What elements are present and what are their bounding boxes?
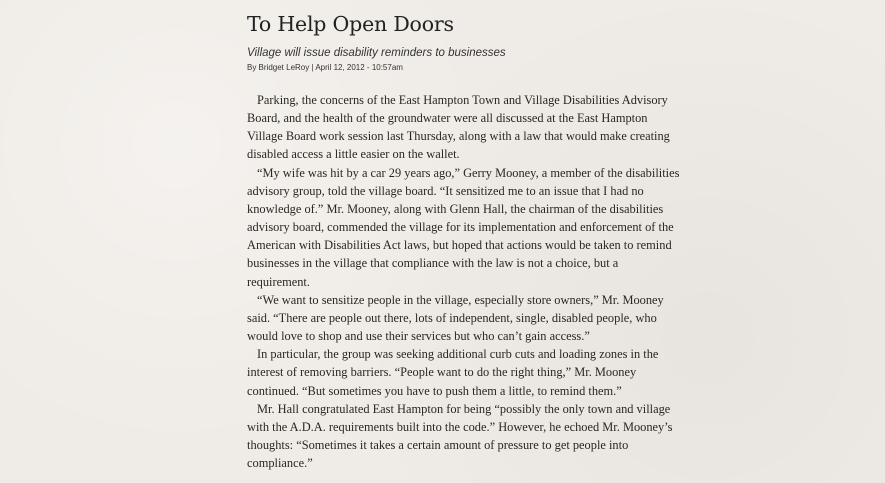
paragraph-line: disabled access a little easier on the wallet.: [247, 147, 460, 162]
paragraph-line: interest of removing barriers. “People want to do the right thing,” Mr. Mooney: [247, 365, 637, 380]
article-headline: To Help Open Doors: [247, 12, 454, 36]
article-byline: By Bridget LeRoy | April 12, 2012 - 10:57am: [247, 63, 403, 72]
paragraph-line: “We want to sensitize people in the village, especially store owners,” Mr. Mooney: [257, 292, 664, 307]
article-subhead: Village will issue disability reminders to businesses: [247, 47, 506, 59]
paragraph-line: American with Disabilities Act laws, but hoped that actions would be taken to remind: [247, 238, 672, 253]
article-paragraph: [247, 400, 677, 473]
paragraph-line: continued. “But sometimes you have to push them a little, to remind them.”: [247, 383, 622, 398]
paragraph-line: advisory board, commended the village for its implementation and enforcement of the: [247, 220, 674, 235]
article-body: [247, 91, 680, 472]
paragraph-line: Parking, the concerns of the East Hampton Town and Village Disabilities Advisory: [257, 93, 668, 107]
paragraph-line: would love to shop and use their services but who can’t gain access.”: [247, 329, 590, 344]
paragraph-line: “My wife was hit by a car 29 years ago,” Gerry Mooney, a member of the disabilities: [257, 165, 680, 180]
paragraph-line: In particular, the group was seeking additional curb cuts and loading zones in the: [257, 347, 659, 362]
paragraph-line: compliance.”: [247, 456, 313, 471]
paragraph-line: Village Board work session last Thursday, along with a law that would make creating: [247, 129, 670, 144]
article-paragraph: [247, 164, 680, 291]
paragraph-line: Mr. Hall congratulated East Hampton for being “possibly the only town and village: [257, 401, 671, 416]
article-paragraph: [247, 345, 677, 399]
paragraph-line: advisory group, told the village board. “It sensitized me to an issue that I had no: [247, 183, 644, 198]
paragraph-line: thoughts: “Sometimes it takes a certain amount of pressure to get people into: [247, 437, 629, 452]
paragraph-line: said. “There are people out there, lots of independent, single, disabled people, who: [247, 310, 657, 325]
paragraph-line: with the A.D.A. requirements built into the code.” However, he echoed Mr. Mooney’s: [247, 419, 673, 434]
article-paragraph: [247, 291, 677, 345]
paragraph-line: knowledge of.” Mr. Mooney, along with Glenn Hall, the chairman of the disabilities: [247, 201, 664, 216]
paragraph-line: businesses in the village that compliance with the law is not a choice, but a: [247, 256, 619, 271]
article: [247, 10, 680, 472]
paragraph-line: requirement.: [247, 274, 310, 289]
paragraph-line: Board, and the health of the groundwater were all discussed at the East Hampton: [247, 111, 648, 126]
article-paragraph: [247, 91, 677, 164]
